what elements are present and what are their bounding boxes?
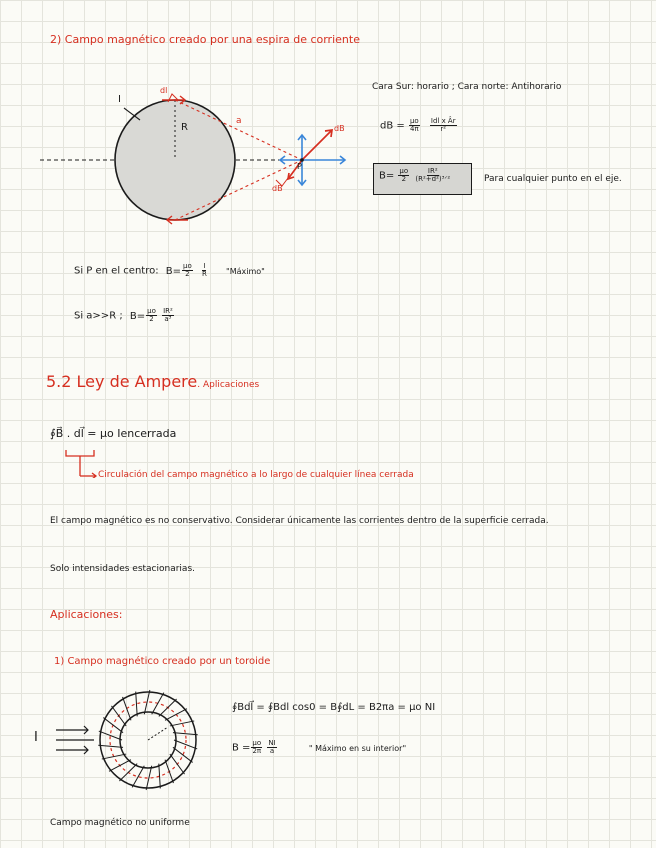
coil-winding [123, 697, 131, 720]
case-center-k-den: 2 [185, 270, 190, 278]
result-expr-den: (R²+d²)³ᐟ² [415, 175, 451, 183]
label-R: R [181, 122, 188, 133]
biot-k-num: μo [409, 117, 419, 125]
case-far-k-den: 2 [149, 315, 154, 323]
ampere-line2: Solo intensidades estacionarias. [50, 564, 195, 574]
toroid-eq2-f-den: a [269, 747, 275, 755]
result-expr-num: IR² [427, 167, 438, 175]
coil-winding [111, 706, 126, 726]
case-far-k-num: μo [147, 307, 156, 315]
result-note: Para cualquier punto en el eje. [484, 174, 622, 184]
case-center [74, 263, 265, 278]
sentido-giro: Cara Sur: horario ; Cara norte: Antihorario [372, 82, 562, 92]
coil-winding [152, 693, 164, 715]
coil-winding [102, 754, 126, 759]
ampere-title-sub: . Aplicaciones [197, 380, 260, 390]
coil-winding [132, 766, 144, 788]
biot-k-den: 4π [409, 125, 419, 133]
toroid-eq2-lhs: B = [232, 742, 251, 754]
result-lhs: B= [379, 170, 398, 182]
case-center-k-num: μo [183, 262, 192, 270]
case-far-f-den: a³ [164, 315, 172, 323]
biot-expr-den: r² [440, 125, 447, 133]
case-far-f-num: IR² [163, 307, 173, 315]
biot-savart-eq [380, 118, 458, 133]
result-eq [379, 168, 452, 183]
toroid-eq2-k-num: μo [252, 739, 262, 747]
coil-winding [109, 760, 131, 772]
case-center-lhs: B= [165, 265, 182, 277]
label-I: I [118, 94, 121, 105]
case-far-prefix: Si a>>R ; [74, 310, 123, 322]
case-far-lhs: B= [129, 310, 146, 322]
label-angle-bottom: dB [272, 184, 283, 193]
section-title-espira: 2) Campo magnético creado por una espira de corriente [50, 33, 360, 46]
section-title-ampere [46, 372, 259, 391]
ampere-line1: El campo magnético es no conservativo. Considerar únicamente las corrientes dentro de la superficie cerrada. [50, 516, 549, 526]
toroid-eq2 [232, 740, 406, 755]
coil-winding [170, 754, 185, 774]
coil-winding [159, 699, 177, 716]
result-k-num: μo [399, 167, 409, 175]
coil-winding [98, 745, 123, 747]
case-center-f-den: R [201, 270, 207, 278]
coil-winding [170, 721, 194, 726]
toroid-eq2-note: " Máximo en su interior" [308, 743, 407, 753]
toroid-diagram [48, 685, 208, 795]
coil-winding [173, 747, 193, 762]
label-P: P [297, 162, 302, 171]
toroid-eq1: ∮Bdl⃗ = ∮Bdl cos0 = B∮dL = B2πa = μo NI [232, 702, 436, 713]
biot-lhs: dB = [380, 120, 408, 132]
section-title-toroide: 1) Campo magnético creado por un toroide [54, 656, 271, 667]
case-center-note: "Máximo" [226, 266, 265, 276]
espira-diagram [40, 80, 400, 255]
coil-winding [165, 709, 187, 721]
case-far [74, 308, 175, 323]
ampere-title-main: 5.2 Ley de Ampere [46, 372, 198, 391]
toroid-label-I: I [34, 730, 38, 745]
coil-winding [136, 692, 137, 717]
coil-winding [103, 718, 123, 733]
toroid-eq2-k-den: 2π [252, 747, 262, 755]
case-center-prefix: Si P en el centro: [74, 265, 159, 277]
ampere-annotation: Circulación del campo magnético a lo largo de cualquier línea cerrada [98, 470, 414, 480]
ampere-integral: ∮B⃗ . dl⃗ = μo Iencerrada [50, 427, 177, 440]
label-a: a [236, 116, 242, 126]
result-k-den: 2 [401, 175, 407, 183]
footer-text: Campo magnético no uniforme [50, 818, 190, 828]
coil-winding [165, 760, 173, 783]
toroid-eq2-f-num: NI [268, 739, 276, 747]
aplicaciones-label: Aplicaciones: [50, 608, 123, 621]
coil-winding [119, 764, 137, 781]
biot-expr-num: Idl x Âr [430, 117, 456, 125]
label-dB: dB [334, 124, 345, 133]
case-center-f-num: I [203, 262, 206, 270]
coil-winding [173, 733, 198, 735]
label-angle-top: dl [160, 86, 168, 95]
